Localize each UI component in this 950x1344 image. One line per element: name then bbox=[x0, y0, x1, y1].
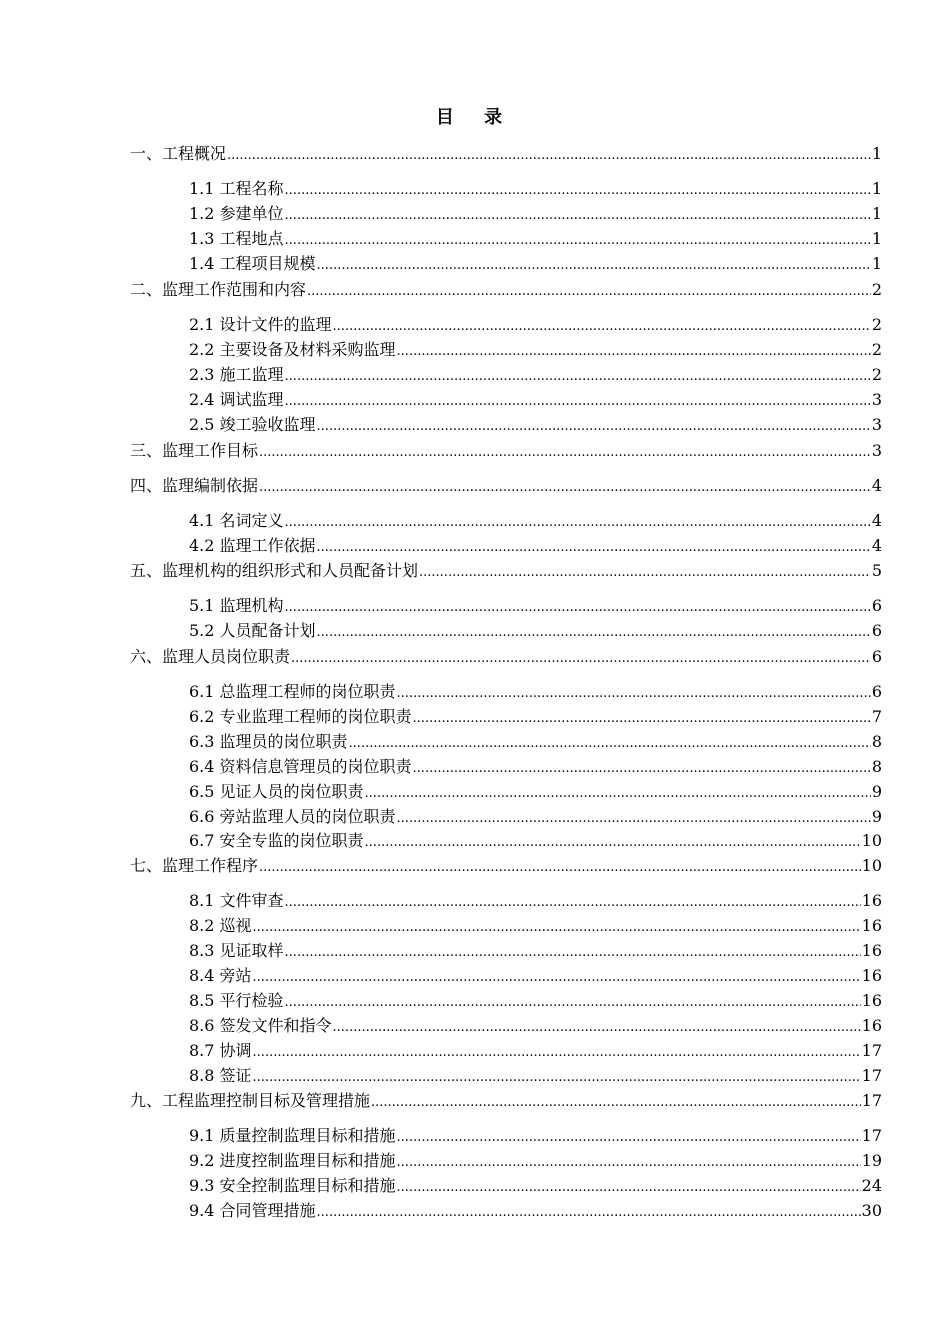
toc-entry-label: 8.3 见证取样 bbox=[189, 941, 284, 960]
toc-page-number: 2 bbox=[871, 340, 882, 359]
toc-section-entry[interactable] bbox=[189, 595, 882, 617]
toc-entry-label: 9.3 安全控制监理目标和措施 bbox=[189, 1176, 396, 1195]
toc-dot-leader bbox=[285, 228, 871, 252]
toc-entry-label: 6.2 专业监理工程师的岗位职责 bbox=[189, 707, 412, 726]
toc-dot-leader bbox=[285, 940, 861, 964]
toc-entry-label: 8.6 签发文件和指令 bbox=[189, 1016, 332, 1035]
toc-section-entry[interactable] bbox=[189, 915, 882, 937]
toc-dot-leader bbox=[307, 279, 871, 303]
toc-page-number: 17 bbox=[861, 1066, 882, 1085]
toc-dot-leader bbox=[253, 915, 861, 939]
toc-entry-label: 6.1 总监理工程师的岗位职责 bbox=[189, 682, 396, 701]
toc-entry-label: 1.3 工程地点 bbox=[189, 229, 284, 248]
toc-entry-label: 8.8 签证 bbox=[189, 1066, 252, 1085]
toc-section-entry[interactable] bbox=[189, 756, 882, 778]
toc-dot-leader bbox=[397, 339, 871, 363]
toc-entry-label: 8.7 协调 bbox=[189, 1041, 252, 1060]
toc-section-entry[interactable] bbox=[189, 510, 882, 532]
toc-chapter-entry[interactable] bbox=[130, 143, 882, 165]
toc-page-number: 10 bbox=[861, 856, 882, 875]
toc-section-entry[interactable] bbox=[189, 535, 882, 557]
toc-page-number: 5 bbox=[871, 561, 882, 580]
toc-entry-label: 4.1 名词定义 bbox=[189, 511, 284, 530]
toc-entry-label: 4.2 监理工作依据 bbox=[189, 536, 316, 555]
toc-page-number: 2 bbox=[871, 280, 882, 299]
toc-section-entry[interactable] bbox=[189, 253, 882, 275]
toc-page-number: 17 bbox=[861, 1091, 882, 1110]
toc-page-number: 3 bbox=[871, 441, 882, 460]
toc-section-entry[interactable] bbox=[189, 228, 882, 250]
toc-page-number: 4 bbox=[871, 476, 882, 495]
toc-section-entry[interactable] bbox=[189, 940, 882, 962]
toc-section-entry[interactable] bbox=[189, 203, 882, 225]
toc-page-number: 3 bbox=[871, 415, 882, 434]
toc-page-number: 7 bbox=[871, 707, 882, 726]
toc-dot-leader bbox=[285, 890, 861, 914]
toc-page-number: 3 bbox=[871, 390, 882, 409]
toc-chapter-entry[interactable] bbox=[130, 855, 882, 877]
toc-entry-label: 2.1 设计文件的监理 bbox=[189, 315, 332, 334]
toc-section-entry[interactable] bbox=[189, 731, 882, 753]
toc-page-number: 1 bbox=[871, 179, 882, 198]
toc-page-number: 9 bbox=[871, 807, 882, 826]
toc-dot-leader bbox=[227, 143, 871, 167]
toc-section-entry[interactable] bbox=[189, 1015, 882, 1037]
toc-entry-label: 2.3 施工监理 bbox=[189, 365, 284, 384]
toc-page-number: 19 bbox=[861, 1151, 882, 1170]
toc-page-number: 16 bbox=[861, 916, 882, 935]
toc-page-number: 6 bbox=[871, 647, 882, 666]
toc-entry-label: 七、监理工作程序 bbox=[130, 856, 259, 875]
toc-entry-label: 2.5 竣工验收监理 bbox=[189, 415, 316, 434]
toc-dot-leader bbox=[285, 178, 871, 202]
toc-dot-leader bbox=[349, 731, 871, 755]
toc-section-entry[interactable] bbox=[189, 1150, 882, 1172]
toc-page-number: 1 bbox=[871, 144, 882, 163]
toc-dot-leader bbox=[413, 756, 871, 780]
toc-page-number: 9 bbox=[871, 782, 882, 801]
toc-page-number: 16 bbox=[861, 966, 882, 985]
toc-entry-label: 6.4 资料信息管理员的岗位职责 bbox=[189, 757, 412, 776]
toc-section-entry[interactable] bbox=[189, 1040, 882, 1062]
toc-dot-leader bbox=[253, 1065, 861, 1089]
toc-dot-leader bbox=[285, 389, 871, 413]
toc-dot-leader bbox=[317, 620, 871, 644]
toc-dot-leader bbox=[291, 646, 871, 670]
toc-entry-label: 6.5 见证人员的岗位职责 bbox=[189, 782, 364, 801]
toc-entry-label: 6.3 监理员的岗位职责 bbox=[189, 732, 348, 751]
toc-section-entry[interactable] bbox=[189, 339, 882, 361]
toc-dot-leader bbox=[371, 1090, 861, 1114]
toc-dot-leader bbox=[285, 595, 871, 619]
toc-dot-leader bbox=[259, 855, 861, 879]
toc-page-number: 24 bbox=[861, 1176, 882, 1195]
toc-dot-leader bbox=[333, 314, 871, 338]
toc-section-entry[interactable] bbox=[189, 620, 882, 642]
toc-section-entry[interactable] bbox=[189, 830, 882, 852]
toc-dot-leader bbox=[317, 1200, 861, 1224]
toc-section-entry[interactable] bbox=[189, 1125, 882, 1147]
toc-section-entry[interactable] bbox=[189, 890, 882, 912]
toc-dot-leader bbox=[397, 681, 871, 705]
toc-entry-label: 9.1 质量控制监理目标和措施 bbox=[189, 1126, 396, 1145]
toc-entry-label: 二、监理工作范围和内容 bbox=[130, 280, 307, 299]
toc-page-number: 16 bbox=[861, 991, 882, 1010]
toc-page-number: 16 bbox=[861, 1016, 882, 1035]
toc-section-entry[interactable] bbox=[189, 681, 882, 703]
toc-dot-leader bbox=[317, 535, 871, 559]
toc-entry-label: 九、工程监理控制目标及管理措施 bbox=[130, 1091, 371, 1110]
toc-dot-leader bbox=[397, 806, 871, 830]
toc-entry-label: 8.4 旁站 bbox=[189, 966, 252, 985]
toc-section-entry[interactable] bbox=[189, 806, 882, 828]
toc-dot-leader bbox=[285, 203, 871, 227]
toc-chapter-entry[interactable] bbox=[130, 646, 882, 668]
toc-entry-label: 四、监理编制依据 bbox=[130, 476, 259, 495]
toc-chapter-entry[interactable] bbox=[130, 475, 882, 497]
toc-entry-label: 9.4 合同管理措施 bbox=[189, 1201, 316, 1220]
toc-title: 目 录 bbox=[435, 107, 515, 128]
toc-entry-label: 2.4 调试监理 bbox=[189, 390, 284, 409]
toc-entry-label: 1.1 工程名称 bbox=[189, 179, 284, 198]
toc-section-entry[interactable] bbox=[189, 706, 882, 728]
toc-section-entry[interactable] bbox=[189, 389, 882, 411]
toc-dot-leader bbox=[253, 965, 861, 989]
toc-dot-leader bbox=[285, 364, 871, 388]
toc-dot-leader bbox=[413, 706, 871, 730]
toc-dot-leader bbox=[285, 510, 871, 534]
toc-section-entry[interactable] bbox=[189, 414, 882, 436]
toc-section-entry[interactable] bbox=[189, 990, 882, 1012]
toc-section-entry[interactable] bbox=[189, 314, 882, 336]
toc-page-number: 6 bbox=[871, 682, 882, 701]
toc-section-entry[interactable] bbox=[189, 1200, 882, 1222]
toc-entry-label: 三、监理工作目标 bbox=[130, 441, 259, 460]
toc-page-number: 2 bbox=[871, 365, 882, 384]
toc-dot-leader bbox=[259, 475, 871, 499]
toc-entry-label: 五、监理机构的组织形式和人员配备计划 bbox=[130, 561, 419, 580]
toc-dot-leader bbox=[317, 414, 871, 438]
toc-page-number: 1 bbox=[871, 229, 882, 248]
toc-section-entry[interactable] bbox=[189, 178, 882, 200]
toc-entry-label: 1.2 参建单位 bbox=[189, 204, 284, 223]
toc-chapter-entry[interactable] bbox=[130, 440, 882, 462]
toc-page-number: 4 bbox=[871, 536, 882, 555]
toc-dot-leader bbox=[317, 253, 871, 277]
toc-entry-label: 9.2 进度控制监理目标和措施 bbox=[189, 1151, 396, 1170]
toc-entry-label: 8.2 巡视 bbox=[189, 916, 252, 935]
toc-entry-label: 6.6 旁站监理人员的岗位职责 bbox=[189, 807, 396, 826]
toc-entry-label: 5.2 人员配备计划 bbox=[189, 621, 316, 640]
toc-dot-leader bbox=[285, 990, 861, 1014]
toc-dot-leader bbox=[397, 1175, 861, 1199]
toc-dot-leader bbox=[259, 440, 871, 464]
toc-page-number: 6 bbox=[871, 621, 882, 640]
toc-dot-leader bbox=[333, 1015, 861, 1039]
toc-chapter-entry[interactable] bbox=[130, 1090, 882, 1112]
toc-entry-label: 8.5 平行检验 bbox=[189, 991, 284, 1010]
toc-page-number: 2 bbox=[871, 315, 882, 334]
toc-dot-leader bbox=[253, 1040, 861, 1064]
toc-page-number: 16 bbox=[861, 941, 882, 960]
toc-section-entry[interactable] bbox=[189, 781, 882, 803]
toc-entry-label: 2.2 主要设备及材料采购监理 bbox=[189, 340, 396, 359]
toc-entry-label: 六、监理人员岗位职责 bbox=[130, 647, 291, 666]
toc-dot-leader bbox=[365, 830, 861, 854]
toc-section-entry[interactable] bbox=[189, 364, 882, 386]
toc-dot-leader bbox=[397, 1150, 861, 1174]
toc-page-number: 4 bbox=[871, 511, 882, 530]
toc-chapter-entry[interactable] bbox=[130, 279, 882, 301]
toc-page-number: 10 bbox=[861, 831, 882, 850]
toc-entry-label: 1.4 工程项目规模 bbox=[189, 254, 316, 273]
toc-section-entry[interactable] bbox=[189, 965, 882, 987]
toc-chapter-entry[interactable] bbox=[130, 560, 882, 582]
toc-dot-leader bbox=[419, 560, 871, 584]
toc-section-entry[interactable] bbox=[189, 1175, 882, 1197]
toc-entry-label: 5.1 监理机构 bbox=[189, 596, 284, 615]
toc-entry-label: 一、工程概况 bbox=[130, 144, 227, 163]
toc-page-number: 6 bbox=[871, 596, 882, 615]
toc-entry-label: 6.7 安全专监的岗位职责 bbox=[189, 831, 364, 850]
toc-page-number: 17 bbox=[861, 1041, 882, 1060]
toc-page-number: 17 bbox=[861, 1126, 882, 1145]
toc-page-number: 8 bbox=[871, 757, 882, 776]
toc-page-number: 1 bbox=[871, 254, 882, 273]
toc-page-number: 1 bbox=[871, 204, 882, 223]
toc-page-number: 30 bbox=[861, 1201, 882, 1220]
toc-page-number: 16 bbox=[861, 891, 882, 910]
toc-entry-label: 8.1 文件审查 bbox=[189, 891, 284, 910]
toc-page-number: 8 bbox=[871, 732, 882, 751]
toc-section-entry[interactable] bbox=[189, 1065, 882, 1087]
toc-dot-leader bbox=[365, 781, 871, 805]
toc-dot-leader bbox=[397, 1125, 861, 1149]
